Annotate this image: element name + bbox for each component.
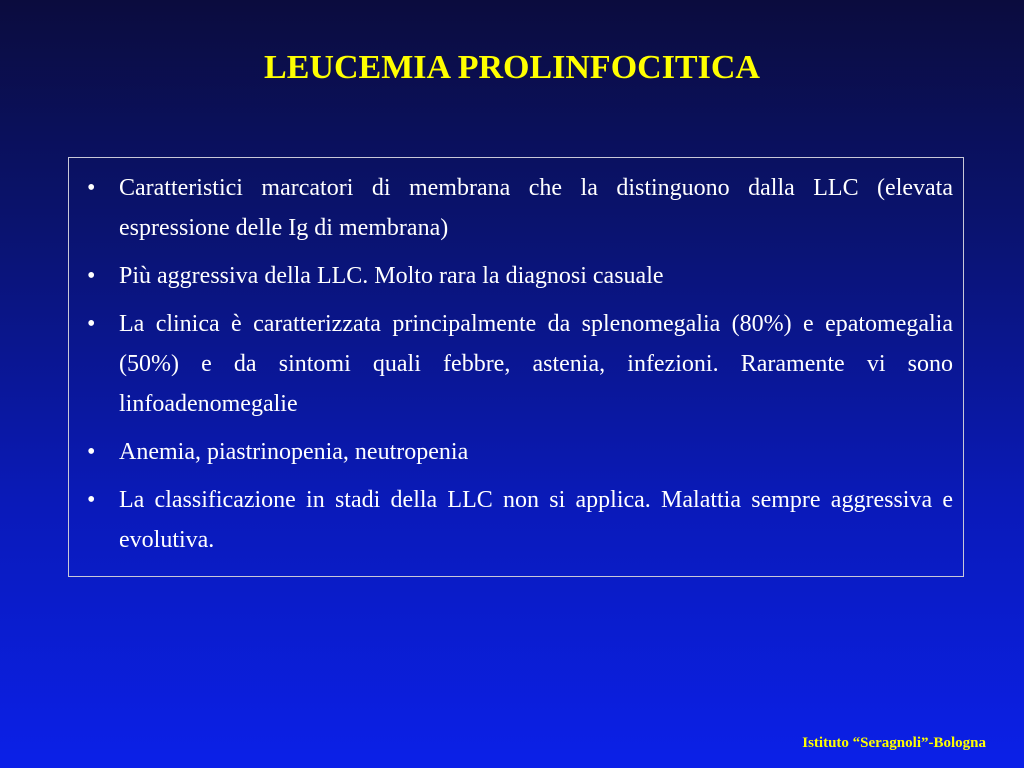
bullet-icon: • bbox=[87, 263, 96, 289]
bullet-item bbox=[85, 432, 953, 472]
bullet-item bbox=[85, 480, 953, 560]
bullet-text: Caratteristici marcatori di membrana che la distinguono dalla LLC (elevata espressione delle Ig di membrana) bbox=[119, 175, 953, 241]
bullet-icon: • bbox=[87, 439, 96, 465]
bullet-item bbox=[85, 304, 953, 424]
bullet-icon: • bbox=[87, 487, 96, 513]
slide-title: LEUCEMIA PROLINFOCITICA bbox=[264, 49, 760, 86]
bullet-icon: • bbox=[87, 175, 96, 201]
footer-institution: Istituto “Seragnoli”-Bologna bbox=[802, 735, 986, 751]
bullet-text: Più aggressiva della LLC. Molto rara la diagnosi casuale bbox=[119, 263, 664, 289]
bullet-text: Anemia, piastrinopenia, neutropenia bbox=[119, 439, 469, 465]
bullet-item bbox=[85, 256, 953, 296]
bullet-icon: • bbox=[87, 311, 96, 337]
bullet-item bbox=[85, 168, 953, 248]
bullet-text: La clinica è caratterizzata principalmente da splenomegalia (80%) e epatomegalia (50%) e da sintomi quali febbre, astenia, infezioni. Raramente vi sono linfoadenomegalie bbox=[119, 311, 953, 417]
bullet-text: La classificazione in stadi della LLC non si applica. Malattia sempre aggressiva e evolutiva. bbox=[119, 487, 953, 553]
bullet-list bbox=[85, 168, 953, 560]
content-box bbox=[68, 157, 964, 577]
